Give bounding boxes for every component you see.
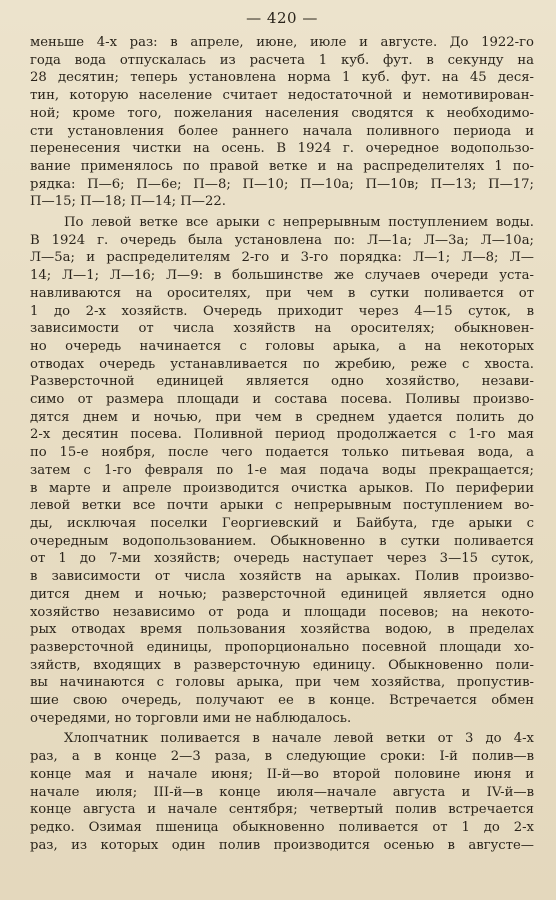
text-line: по 15-е ноября, после чего подается только питьевая вода, а — [30, 445, 534, 461]
text-line: 1 до 2-х хозяйств. Очередь приходит через 4—15 суток, в — [30, 303, 534, 319]
text-line: разверсточной единицы, пропорционально посевной площади хо- — [30, 639, 534, 655]
text-line: 2-х десятин посева. Поливной период продолжается с 1-го мая — [30, 427, 534, 443]
text-line: конце мая и начале июня; II-й—во второй половине июня и — [30, 766, 534, 782]
text-line: левой ветки все почти арыки с непрерывным поступлением во- — [30, 498, 534, 514]
text-line: дятся днем и ночью, при чем в среднем удается полить до — [30, 409, 534, 425]
text-line: навливаются на оросителях, при чем в сутки поливается от — [30, 285, 534, 301]
text-line: редко. Озимая пшеница обыкновенно поливается от 1 до 2-х — [30, 819, 534, 835]
page-number: — 420 — — [246, 9, 318, 27]
paragraph — [30, 34, 534, 211]
text-line: очередями, но торговли ими не наблюдалось. — [30, 710, 352, 726]
text-line: но очередь начинается с головы арыка, а на некоторых — [30, 338, 534, 354]
text-line: 28 десятин; теперь установлена норма 1 куб. фут. на 45 деся- — [30, 70, 534, 86]
text-line: вы начинаются с головы арыка, при чем хозяйства, пропустив- — [30, 675, 534, 691]
text-line: П—15; П—18; П—14; П—22. — [30, 194, 226, 210]
text-line: раз, а в конце 2—3 раза, в следующие сроки: I-й полив—в — [30, 749, 534, 765]
text-line: конце августа и начале сентября; четвертый полив встречается — [30, 802, 534, 818]
text-line: зяйств, входящих в разверсточную единицу. Обыкновенно поли- — [30, 657, 534, 673]
text-line: раз, из которых один полив производится осенью в августе— — [30, 837, 534, 853]
text-line: перенесения чистки на осень. В 1924 г. очередное водопользо- — [30, 141, 534, 157]
text-line: шие свою очередь, получают ее в конце. Встречается обмен — [30, 693, 534, 709]
paragraph — [30, 730, 534, 854]
text-line: отводах очередь устанавливается по жребию, реже с хвоста. — [30, 356, 534, 372]
paragraph — [30, 214, 534, 727]
text-line: По левой ветке все арыки с непрерывным поступлением воды. — [64, 215, 534, 231]
text-line: дится днем и ночью; разверсточной единицей является одно — [30, 586, 534, 602]
text-line: Хлопчатник поливается в начале левой ветки от 3 до 4-х — [64, 731, 534, 747]
text-line: 14; Л—1; Л—16; Л—9: в большинстве же случаев очереди уста- — [30, 268, 534, 284]
text-line: рых отводах время пользования хозяйства водою, в пределах — [30, 622, 534, 638]
text-line: В 1924 г. очередь была установлена по: Л—1а; Л—3а; Л—10а; — [30, 232, 534, 248]
text-line: вание применялось по правой ветке и на распределителях 1 по- — [30, 158, 534, 174]
text-line: ной; кроме того, пожелания населения сводятся к необходимо- — [30, 105, 534, 121]
page-text — [30, 34, 534, 854]
text-line: сти установления более раннего начала поливного периода и — [30, 123, 534, 139]
text-line: Разверсточной единицей является одно хозяйство, незави- — [30, 374, 534, 390]
text-line: года вода отпускалась из расчета 1 куб. фут. в секунду на — [30, 52, 534, 68]
text-line: начале июля; III-й—в конце июля—начале августа и IV-й—в — [30, 784, 534, 800]
text-line: Л—5а; и распределителям 2-го и 3-го порядка: Л—1; Л—8; Л— — [30, 250, 534, 266]
text-line: в марте и апреле производится очистка арыков. По периферии — [30, 480, 534, 496]
text-line: зависимости от числа хозяйств на оросителях; обыкновен- — [30, 321, 534, 337]
text-line: ды, исключая поселки Георгиевский и Байбута, где арыки с — [30, 515, 534, 531]
text-line: рядка: П—6; П—6е; П—8; П—10; П—10а; П—10в; П—13; П—17; — [30, 176, 534, 192]
text-line: затем с 1-го февраля по 1-е мая подача воды прекращается; — [30, 462, 534, 478]
text-line: тин, которую население считает недостаточной и немотивирован- — [30, 88, 534, 104]
text-line: от 1 до 7-ми хозяйств; очередь наступает через 3—15 суток, — [30, 551, 534, 567]
text-line: очередным водопользованием. Обыкновенно в сутки поливается — [30, 533, 534, 549]
text-line: хозяйство независимо от рода и площади посевов; на некото- — [30, 604, 534, 620]
text-line: в зависимости от числа хозяйств на арыках. Полив произво- — [30, 569, 534, 585]
text-line: симо от размера площади и состава посева. Поливы произво- — [30, 392, 534, 408]
text-line: меньше 4-х раз: в апреле, июне, июле и августе. До 1922-го — [30, 35, 534, 50]
